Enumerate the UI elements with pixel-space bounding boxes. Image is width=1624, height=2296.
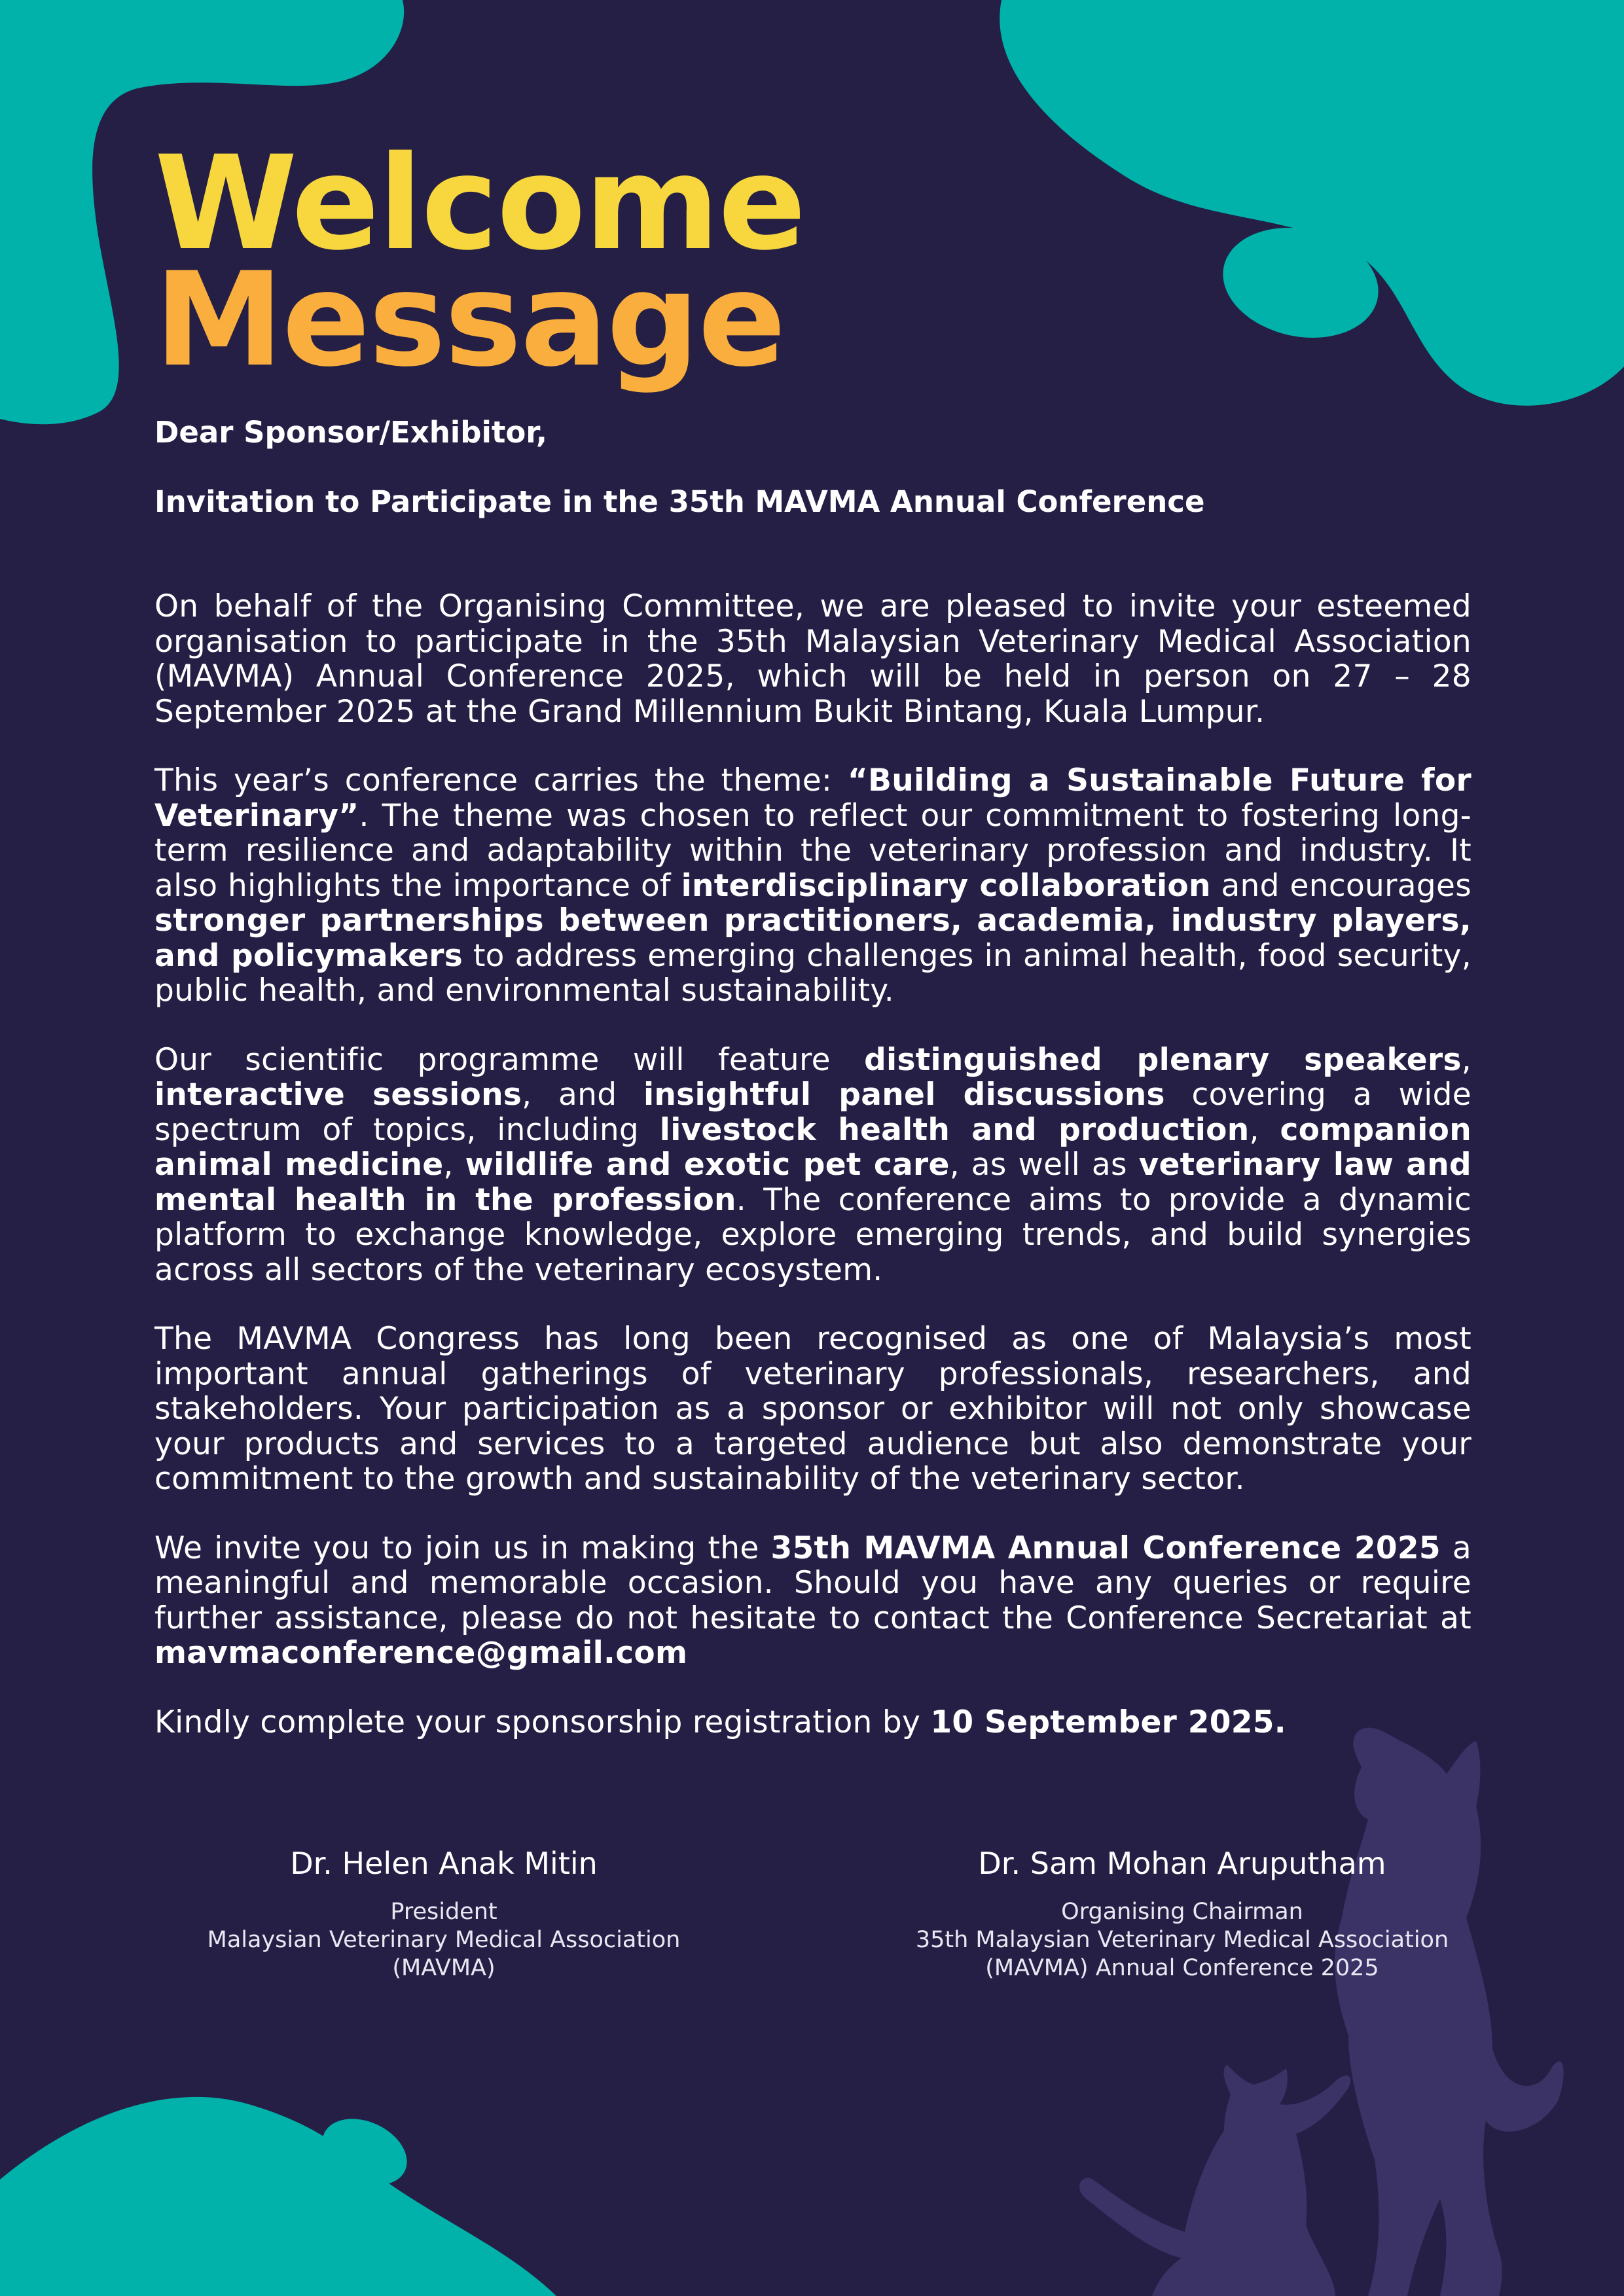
bold-text: companion animal medicine (154, 1111, 1471, 1183)
text: , (1461, 1041, 1471, 1078)
text: to address emerging challenges in animal health, food security, public health, and environmental sustainability. (154, 937, 1471, 1009)
signatory-event: (MAVMA) Annual Conference 2025 (985, 1955, 1379, 1981)
greeting: Dear Sponsor/Exhibitor, (154, 415, 547, 450)
text: Our scientific programme will feature (154, 1041, 865, 1078)
signatory-name: Dr. Helen Anak Mitin (290, 1846, 598, 1881)
signatory-organisation-abbr: (MAVMA) (392, 1955, 496, 1981)
signatory-organisation: 35th Malaysian Veterinary Medical Association (915, 1927, 1449, 1953)
cat-silhouette-icon (1079, 2065, 1350, 2296)
paragraph-4: The MAVMA Congress has long been recognised as one of Malaysia’s most important annual gatherings of veterinary professionals, researchers, and stakeholders. Your participation as a sponsor or exhibitor will not only showcase your products and services to a targeted audience but also demonstrate your commitment to the growth and sustainability of the veterinary sector. (154, 1321, 1471, 1497)
signatory-name: Dr. Sam Mohan Aruputham (978, 1846, 1386, 1881)
text: and encourages (1210, 867, 1471, 904)
signatory-role: Organising Chairman (1061, 1899, 1303, 1925)
signatory-president (149, 1846, 738, 1982)
bold-text: 35th MAVMA Annual Conference 2025 (770, 1530, 1441, 1566)
bold-text: interactive sessions (154, 1077, 522, 1113)
text: , (1249, 1111, 1280, 1148)
title-line-1: Welcome (154, 128, 805, 279)
text: a meaningful and memorable occasion. Should you have any queries or require further assistance, please do not hesitate to contact the Conference Secretariat at (154, 1530, 1472, 1636)
text: This year’s conference carries the theme: (154, 762, 848, 798)
bold-text: interdisciplinary collaboration (681, 867, 1211, 904)
text: Kindly complete your sponsorship registration by (154, 1704, 931, 1740)
theme-text: “Building a Sustainable Future for Veterinary” (154, 762, 1471, 834)
text: , and (522, 1077, 643, 1113)
bold-text: insightful panel discussions (643, 1077, 1165, 1113)
paragraph-6 (154, 1705, 1471, 1740)
text: , (443, 1147, 465, 1183)
text: , as well as (949, 1147, 1139, 1183)
deadline-date: 10 September 2025. (930, 1704, 1286, 1740)
paragraph-5 (154, 1531, 1471, 1671)
text: . The theme was chosen to reflect our commitment to fostering long-term resilience and adaptability within the veterinary profession and industry. It also highlights the importance of (154, 797, 1471, 904)
top-right-blob (1000, 0, 1624, 406)
bold-text: livestock health and production (659, 1111, 1250, 1148)
text: . The conference aims to provide a dynamic platform to exchange knowledge, explore emerging trends, and build synergies across all sectors of the veterinary ecosystem. (154, 1181, 1471, 1288)
dog-silhouette-icon (1335, 1728, 1564, 2296)
text: We invite you to join us in making the (154, 1530, 771, 1566)
signatory-role: President (390, 1899, 497, 1925)
page-title (154, 128, 805, 395)
signatory-chairman (888, 1846, 1477, 1982)
text: covering a wide spectrum of topics, including (154, 1077, 1472, 1148)
paragraph-2 (154, 763, 1471, 1009)
bold-text: distinguished plenary speakers (864, 1041, 1462, 1078)
title-line-2: Message (154, 244, 785, 395)
subject-line: Invitation to Participate in the 35th MAVMA Annual Conference (154, 484, 1205, 519)
letter-body (154, 589, 1471, 1774)
bold-text: wildlife and exotic pet care (465, 1147, 950, 1183)
paragraph-3 (154, 1043, 1471, 1288)
signatory-organisation: Malaysian Veterinary Medical Association (207, 1927, 681, 1953)
bold-text: stronger partnerships between practitioners, academia, industry players, and policymakers (154, 903, 1471, 974)
bottom-left-blob (0, 2097, 556, 2296)
bold-text: veterinary law and mental health in the profession (154, 1147, 1471, 1218)
email-link[interactable]: mavmaconference@gmail.com (154, 1635, 688, 1671)
paragraph-1: On behalf of the Organising Committee, we are pleased to invite your esteemed organisation to participate in the 35th Malaysian Veterinary Medical Association (MAVMA) Annual Conference 2025, which will be held in person on 27 – 28 September 2025 at the Grand Millennium Bukit Bintang, Kuala Lumpur. (154, 588, 1471, 730)
